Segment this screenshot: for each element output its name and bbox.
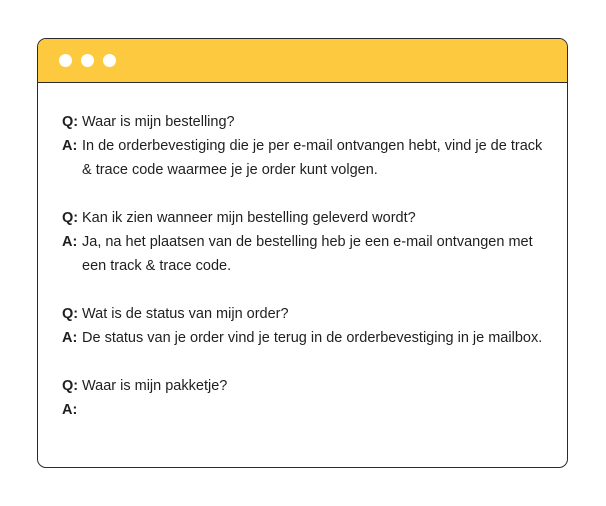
- answer-text: De status van je order vind je terug in de orderbevestiging in je mailbox.: [82, 330, 543, 346]
- answer-row: [62, 326, 547, 350]
- answer-text: In de orderbevestiging die je per e-mail ontvangen hebt, vind je de track & trace code waarmee je je order kunt volgen.: [82, 138, 543, 178]
- question-prefix: Q:: [62, 306, 79, 322]
- faq-item-4: [62, 374, 547, 422]
- window-control-dot-1[interactable]: [59, 54, 72, 67]
- window-control-dot-3[interactable]: [103, 54, 116, 67]
- answer-prefix: A:: [62, 138, 78, 154]
- answer-text: Ja, na het plaatsen van de bestelling heb je een e-mail ontvangen met een track & trace code.: [82, 234, 533, 274]
- question-row: [62, 302, 547, 326]
- faq-item-2: [62, 206, 547, 278]
- answer-prefix: A:: [62, 330, 78, 346]
- question-row: [62, 110, 547, 134]
- question-text: Waar is mijn pakketje?: [82, 378, 228, 394]
- faq-list: [62, 110, 547, 446]
- faq-item-1: [62, 110, 547, 182]
- question-row: [62, 374, 547, 398]
- answer-row: [62, 398, 547, 422]
- chat-window: [37, 38, 568, 468]
- window-titlebar: [38, 39, 567, 83]
- question-prefix: Q:: [62, 114, 79, 130]
- answer-prefix: A:: [62, 402, 78, 418]
- answer-row: [62, 134, 547, 182]
- question-prefix: Q:: [62, 210, 79, 226]
- window-control-dot-2[interactable]: [81, 54, 94, 67]
- question-text: Kan ik zien wanneer mijn bestelling geleverd wordt?: [82, 210, 416, 226]
- question-text: Waar is mijn bestelling?: [82, 114, 235, 130]
- answer-row: [62, 230, 547, 278]
- faq-item-3: [62, 302, 547, 350]
- answer-prefix: A:: [62, 234, 78, 250]
- question-text: Wat is de status van mijn order?: [82, 306, 289, 322]
- question-row: [62, 206, 547, 230]
- question-prefix: Q:: [62, 378, 79, 394]
